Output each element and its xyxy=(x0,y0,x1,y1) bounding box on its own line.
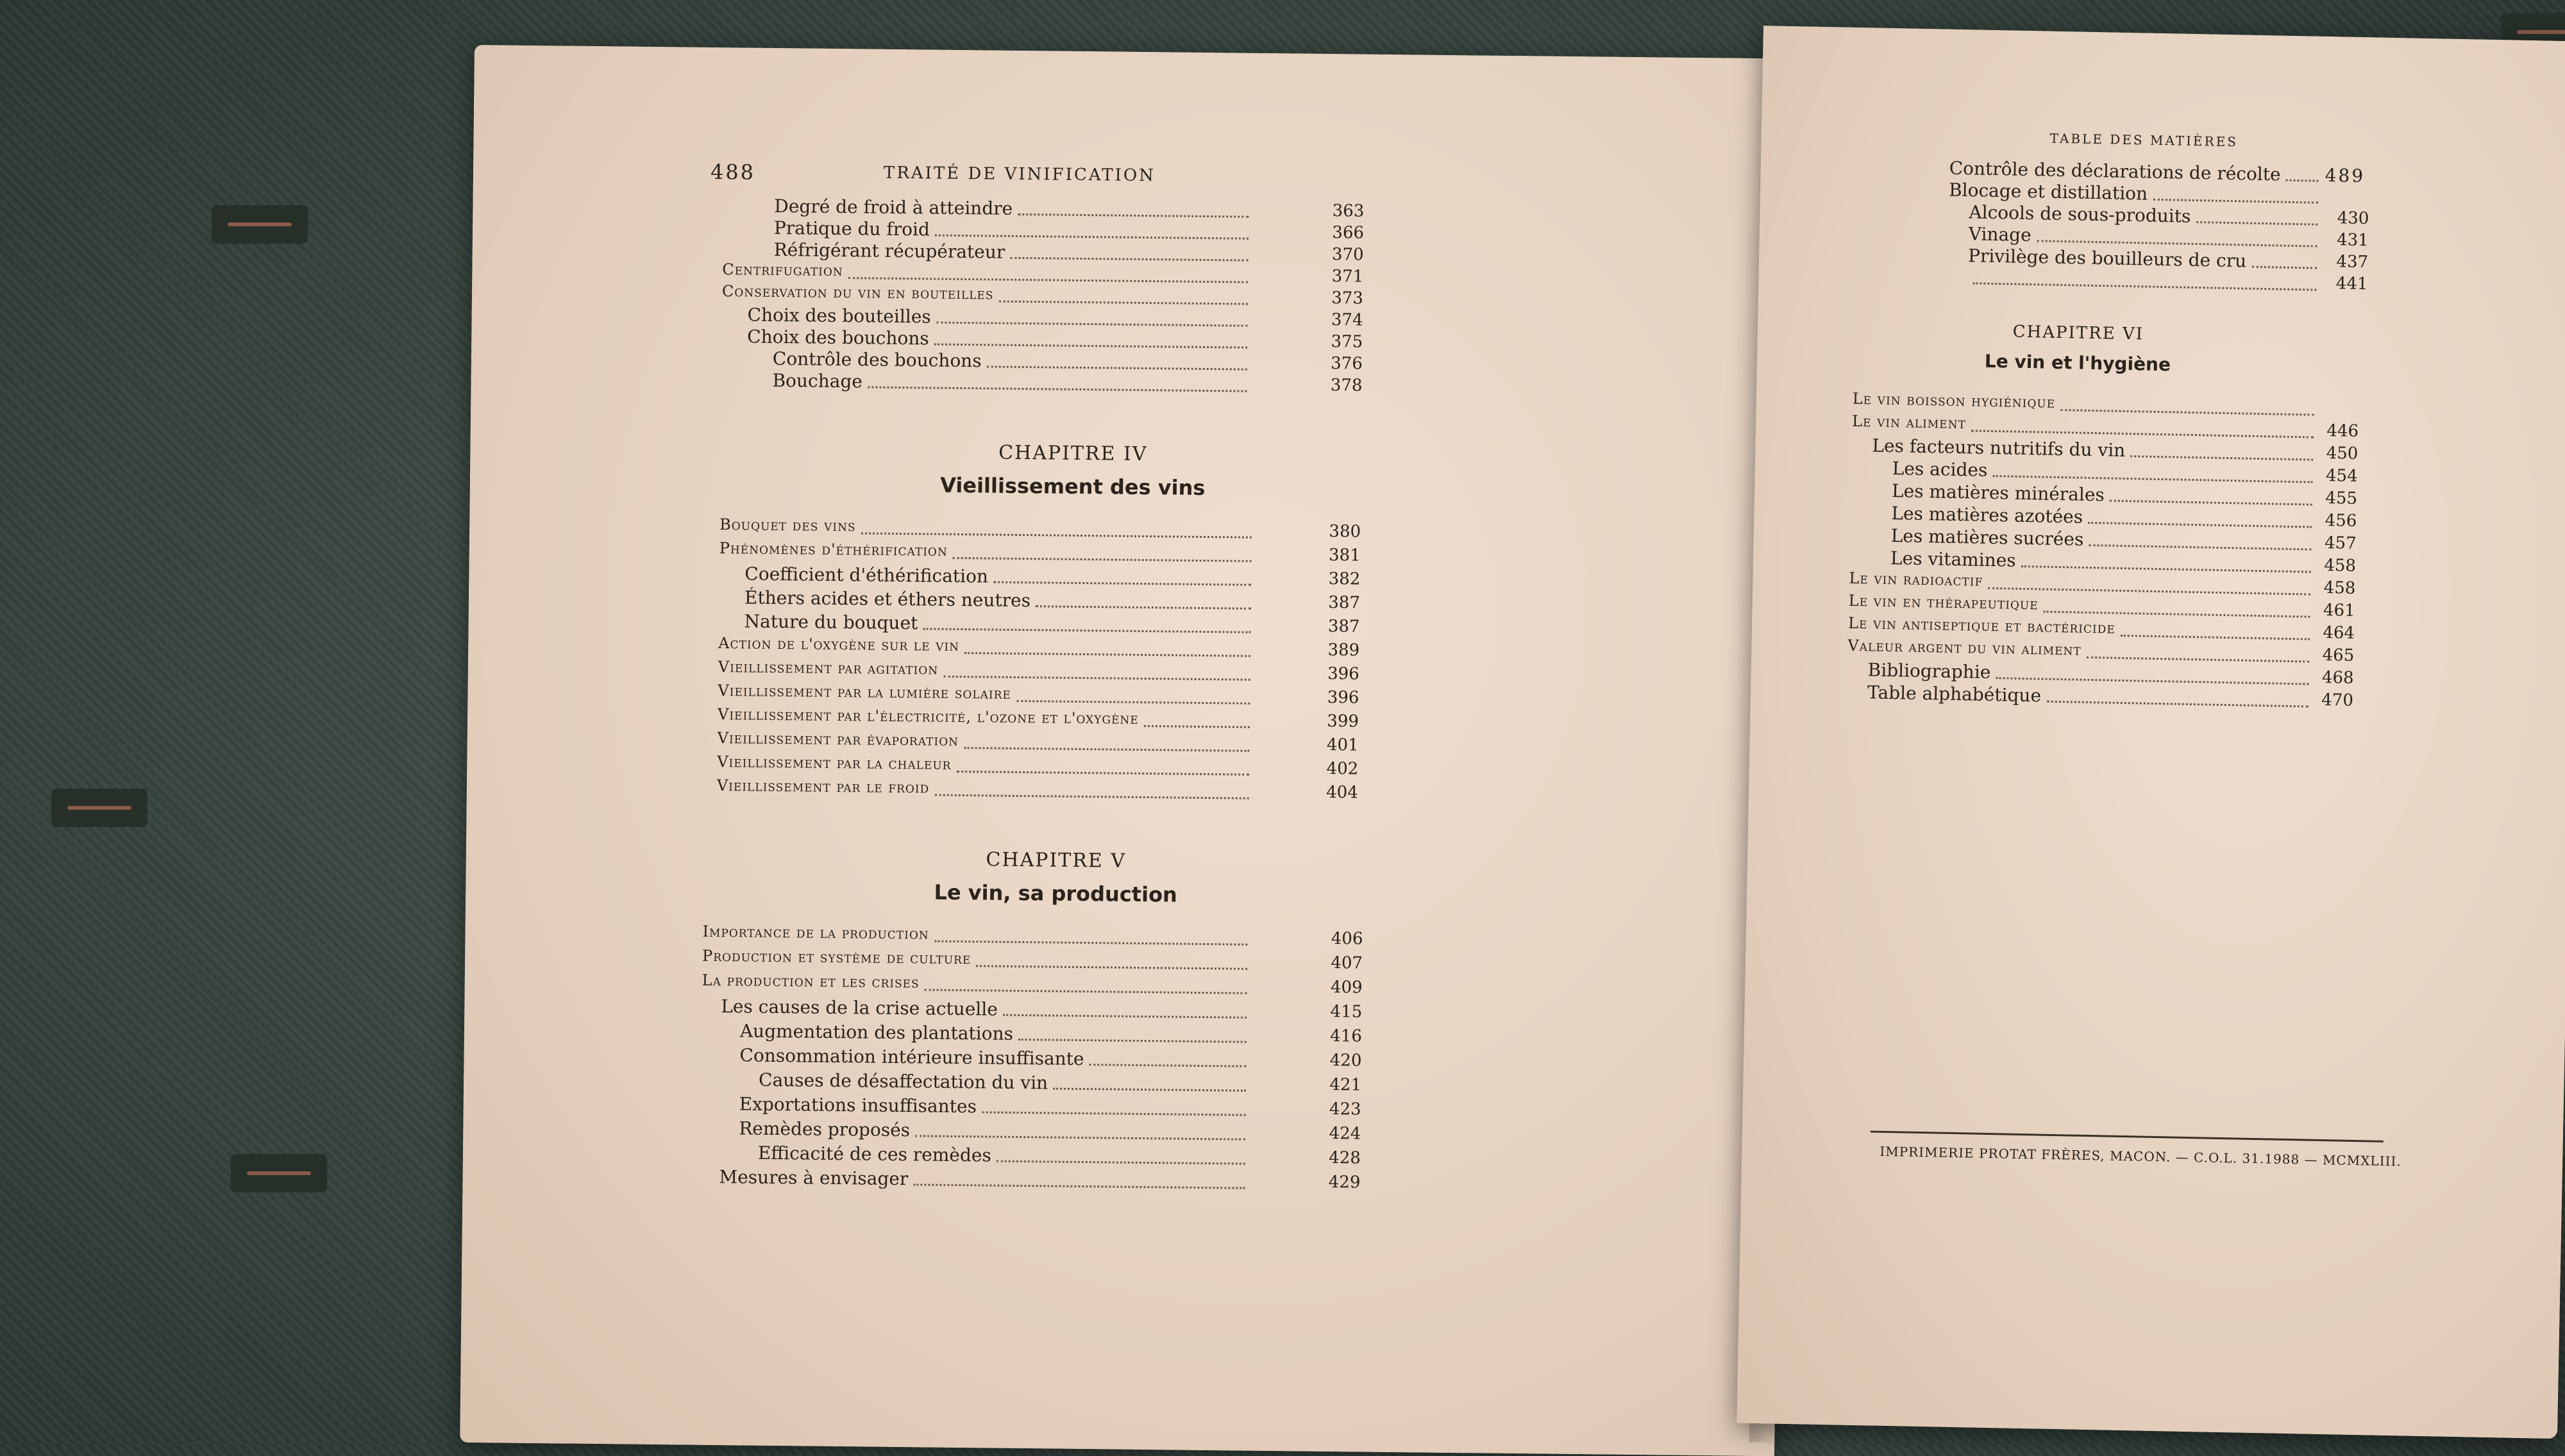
toc-entry-title: Blocage et distillation xyxy=(1948,179,2148,205)
toc-entry-title: Éthers acides et éthers neutres xyxy=(744,587,1031,612)
toc-entry-page: 465 xyxy=(2322,645,2355,665)
toc-entry-title: Les vitamines xyxy=(1890,547,2017,571)
chapter-title: Le vin, sa production xyxy=(934,880,1178,907)
toc-entry-title: Vieillissement par la lumière solaire xyxy=(718,682,1012,703)
dot-leader xyxy=(1003,1014,1247,1019)
dot-leader xyxy=(1989,587,2310,596)
chapter-label: CHAPITRE V xyxy=(986,848,1127,873)
running-head: TABLE DES MATIÈRES xyxy=(2049,130,2239,150)
carpet-pattern xyxy=(212,205,308,244)
toc-entry-title: Table alphabétique xyxy=(1867,682,2042,707)
dot-leader xyxy=(1993,475,2313,483)
dot-leader xyxy=(2121,635,2310,640)
dot-leader xyxy=(2089,544,2312,551)
toc-entry-title: Les matières azotées xyxy=(1891,502,2083,528)
toc-entry-title: Les facteurs nutritifs du vin xyxy=(1872,435,2126,461)
dot-leader xyxy=(982,1111,1245,1116)
dot-leader xyxy=(2060,409,2314,416)
toc-entry-title: Efficacité de ces remèdes xyxy=(757,1142,991,1166)
toc-entry-page: 455 xyxy=(2325,488,2358,508)
dot-leader xyxy=(2286,180,2319,182)
toc-entry-title: Remèdes proposés xyxy=(739,1117,911,1141)
dot-leader xyxy=(2021,565,2311,573)
dot-leader xyxy=(1010,257,1248,262)
toc-entry-page: 428 xyxy=(1329,1148,1361,1168)
toc-entry-title: Les acides xyxy=(1892,457,1988,481)
toc-entry-page: 431 xyxy=(2336,230,2369,251)
dot-leader xyxy=(2044,611,2310,618)
dot-leader xyxy=(1036,605,1251,610)
dot-leader xyxy=(936,322,1247,327)
toc-entry-title: Causes de désaffectation du vin xyxy=(758,1069,1048,1094)
toc-entry-page: 373 xyxy=(1331,289,1364,308)
toc-entry-title: Vieillissement par le froid xyxy=(716,776,930,797)
dot-leader xyxy=(1018,213,1249,218)
toc-entry-page: 376 xyxy=(1331,354,1363,374)
toc-entry-title: Degré de froid à atteindre xyxy=(774,195,1013,219)
divider-rule xyxy=(1871,1131,2384,1142)
carpet-pattern xyxy=(51,789,147,827)
dot-leader xyxy=(2153,199,2317,204)
toc-entry-page: 457 xyxy=(2324,533,2357,553)
toc-entry-title: Choix des bouteilles xyxy=(747,304,931,328)
dot-leader xyxy=(914,1184,1245,1189)
dot-leader xyxy=(964,747,1249,752)
toc-entry-title: Le vin radioactif xyxy=(1849,569,1983,590)
toc-entry-title: Vieillissement par la chaleur xyxy=(717,753,952,773)
toc-entry-title: Coefficient d'éthérification xyxy=(744,563,989,587)
toc-entry-page: 380 xyxy=(1329,521,1361,542)
dot-leader xyxy=(997,1160,1245,1165)
dot-leader xyxy=(957,771,1249,776)
toc-entry-page: 371 xyxy=(1331,267,1364,287)
carpet-pattern xyxy=(231,1154,327,1192)
toc-entry-page: 456 xyxy=(2325,510,2357,531)
dot-leader xyxy=(925,989,1247,994)
toc-entry-page: 421 xyxy=(1329,1075,1362,1095)
toc-entry-title: Privilège des bouilleurs de cru xyxy=(1967,245,2247,272)
dot-leader xyxy=(934,344,1247,349)
dot-leader xyxy=(868,386,1247,392)
toc-entry-title: Contrôle des déclarations de récolte xyxy=(1949,157,2281,185)
toc-entry-title: Vinage xyxy=(1968,223,2032,246)
toc-entry-page: 389 xyxy=(1327,640,1360,660)
toc-entry-title: Exportations insuffisantes xyxy=(739,1093,977,1117)
dot-leader xyxy=(2196,221,2317,226)
printer-imprint: IMPRIMERIE PROTAT FRÈRES, MACON. — C.O.L. 31.1988 — MCMXLIII. xyxy=(1880,1143,2402,1169)
dot-leader xyxy=(1053,1088,1246,1092)
dot-leader xyxy=(935,235,1249,240)
chapter-label: CHAPITRE VI xyxy=(2012,322,2144,344)
dot-leader xyxy=(861,532,1252,538)
toc-entry-title: Choix des bouchons xyxy=(747,326,929,349)
dot-leader xyxy=(943,676,1250,681)
dot-leader xyxy=(2089,522,2312,528)
dot-leader xyxy=(1971,430,2314,438)
toc-entry-title: Centrifugation xyxy=(722,260,843,280)
toc-entry-page: 458 xyxy=(2323,578,2356,598)
left-page xyxy=(460,45,1789,1456)
right-page xyxy=(1737,26,2565,1439)
dot-leader xyxy=(1144,725,1250,728)
dot-leader xyxy=(2110,500,2312,506)
toc-entry-page: 381 xyxy=(1328,545,1361,565)
toc-entry-title: Action de l'oxygène sur le vin xyxy=(718,634,960,655)
running-head: TRAITÉ DE VINIFICATION xyxy=(883,163,1156,186)
toc-entry-page: 470 xyxy=(2321,690,2354,710)
dot-leader xyxy=(915,1135,1245,1140)
toc-entry-page: 399 xyxy=(1327,711,1359,732)
dot-leader xyxy=(2087,657,2309,663)
open-book xyxy=(423,45,2402,1443)
toc-entry-page: 404 xyxy=(1326,782,1359,803)
toc-entry-page: 406 xyxy=(1331,929,1363,949)
toc-entry-title: Bouquet des vins xyxy=(719,515,856,535)
toc-entry-page: 382 xyxy=(1328,569,1361,589)
toc-entry-page: 415 xyxy=(1330,1002,1363,1022)
dot-leader xyxy=(1996,677,2309,685)
toc-entry-page: 363 xyxy=(1332,201,1365,221)
toc-entry-title: Augmentation des plantations xyxy=(739,1020,1014,1044)
dot-leader xyxy=(2046,701,2308,708)
dot-leader xyxy=(987,365,1247,370)
toc-entry-page: 387 xyxy=(1327,616,1360,637)
toc-entry-page: 441 xyxy=(2335,274,2368,294)
toc-entry-title: Pratique du froid xyxy=(773,217,930,240)
dot-leader xyxy=(848,277,1248,283)
toc-entry-title: Valeur argent du vin aliment xyxy=(1847,636,2082,659)
toc-section xyxy=(700,923,1484,1199)
toc-entry-title: Production et système de culture xyxy=(702,946,971,968)
dot-leader xyxy=(934,941,1247,946)
toc-entry-page: 461 xyxy=(2323,600,2355,621)
toc-entry-page: 378 xyxy=(1330,376,1363,396)
dot-leader xyxy=(2252,266,2317,269)
toc-entry-title: Réfrigérant récupérateur xyxy=(773,238,1005,263)
dot-leader xyxy=(2037,240,2317,247)
dot-leader xyxy=(953,557,1252,562)
toc-entry-page: 366 xyxy=(1332,223,1365,243)
chapter-title: Le vin et l'hygiène xyxy=(1984,350,2171,376)
toc-entry-page: 416 xyxy=(1330,1026,1363,1046)
toc-entry-page: 446 xyxy=(2326,421,2359,441)
dot-leader xyxy=(1018,1039,1247,1043)
toc-entry-page: 450 xyxy=(2326,443,2359,464)
toc-entry-title: Le vin aliment xyxy=(1851,412,1967,433)
dot-leader xyxy=(2131,455,2314,460)
toc-entry-page: 387 xyxy=(1328,592,1361,613)
toc-entry-title: La production et les crises xyxy=(702,971,920,992)
dot-leader xyxy=(993,582,1251,586)
toc-entry-title: Le vin boisson hygiénique xyxy=(1852,389,2056,412)
toc-entry-page: 396 xyxy=(1327,664,1359,684)
chapter-label: CHAPITRE IV xyxy=(998,441,1148,466)
toc-entry-page: 464 xyxy=(2323,623,2355,643)
toc-entry-page: 430 xyxy=(2337,208,2369,229)
dot-leader xyxy=(1016,700,1250,705)
dot-leader xyxy=(1089,1064,1247,1067)
toc-section xyxy=(717,515,1490,808)
toc-entry-page: 374 xyxy=(1331,310,1363,330)
toc-entry-title: Le vin antiseptique et bactéricide xyxy=(1847,614,2116,637)
toc-entry-title: Bouchage xyxy=(772,369,863,392)
toc-entry-page: 396 xyxy=(1327,687,1359,708)
toc-entry-page: 407 xyxy=(1331,953,1363,973)
toc-entry-title: Mesures à envisager xyxy=(719,1166,909,1190)
toc-entry-title: Conservation du vin en bouteilles xyxy=(721,282,994,303)
toc-entry-page: 375 xyxy=(1331,332,1363,352)
toc-entry-title: Les matières minérales xyxy=(1891,480,2105,506)
toc-entry-title: Nature du bouquet xyxy=(744,610,918,634)
dot-leader xyxy=(976,965,1247,969)
toc-entry-title: Bibliographie xyxy=(1867,659,1991,683)
toc-entry-page: 370 xyxy=(1331,245,1364,265)
toc-entry-page: 454 xyxy=(2325,465,2358,486)
toc-section xyxy=(1906,156,2396,297)
chapter-title: Vieillissement des vins xyxy=(940,473,1206,500)
dot-leader xyxy=(923,628,1251,633)
toc-entry-title: Importance de la production xyxy=(702,922,929,943)
toc-entry-title: Phénomènes d'éthérification xyxy=(719,539,948,560)
toc-entry-title: Vieillissement par agitation xyxy=(718,658,939,678)
toc-entry-title: Alcools de sous-produits xyxy=(1969,201,2191,227)
toc-entry-title: Vieillissement par l'électricité, l'ozone et l'oxygène xyxy=(717,705,1139,728)
toc-entry-page: 420 xyxy=(1329,1051,1362,1071)
toc-section xyxy=(1847,390,2359,714)
toc-entry-page: 468 xyxy=(2321,667,2354,688)
toc-entry-page: 458 xyxy=(2324,555,2357,576)
dot-leader xyxy=(964,652,1250,657)
toc-entry-title: Vieillissement par évaporation xyxy=(717,729,959,749)
toc-entry-title: Les matières sucrées xyxy=(1890,524,2084,550)
toc-entry-title: Contrôle des bouchons xyxy=(772,347,982,372)
toc-entry-page: 424 xyxy=(1329,1124,1361,1144)
toc-entry-page: 429 xyxy=(1328,1173,1361,1192)
toc-entry-title: Le vin en thérapeutique xyxy=(1848,591,2039,614)
toc-entry-page: 409 xyxy=(1330,978,1363,998)
toc-entry-page: 437 xyxy=(2336,252,2369,272)
dot-leader xyxy=(1972,282,2316,290)
toc-section xyxy=(721,195,1492,399)
page-number: 488 xyxy=(710,159,756,185)
toc-entry-page: 401 xyxy=(1326,735,1359,755)
page-number: 489 xyxy=(2325,164,2366,187)
dot-leader xyxy=(934,794,1249,799)
dot-leader xyxy=(999,301,1248,305)
toc-entry-title: Consommation intérieure insuffisante xyxy=(739,1044,1084,1070)
toc-entry-title: Les causes de la crise actuelle xyxy=(721,996,998,1020)
toc-entry-page: 423 xyxy=(1329,1100,1361,1119)
toc-entry-page: 402 xyxy=(1326,758,1359,779)
